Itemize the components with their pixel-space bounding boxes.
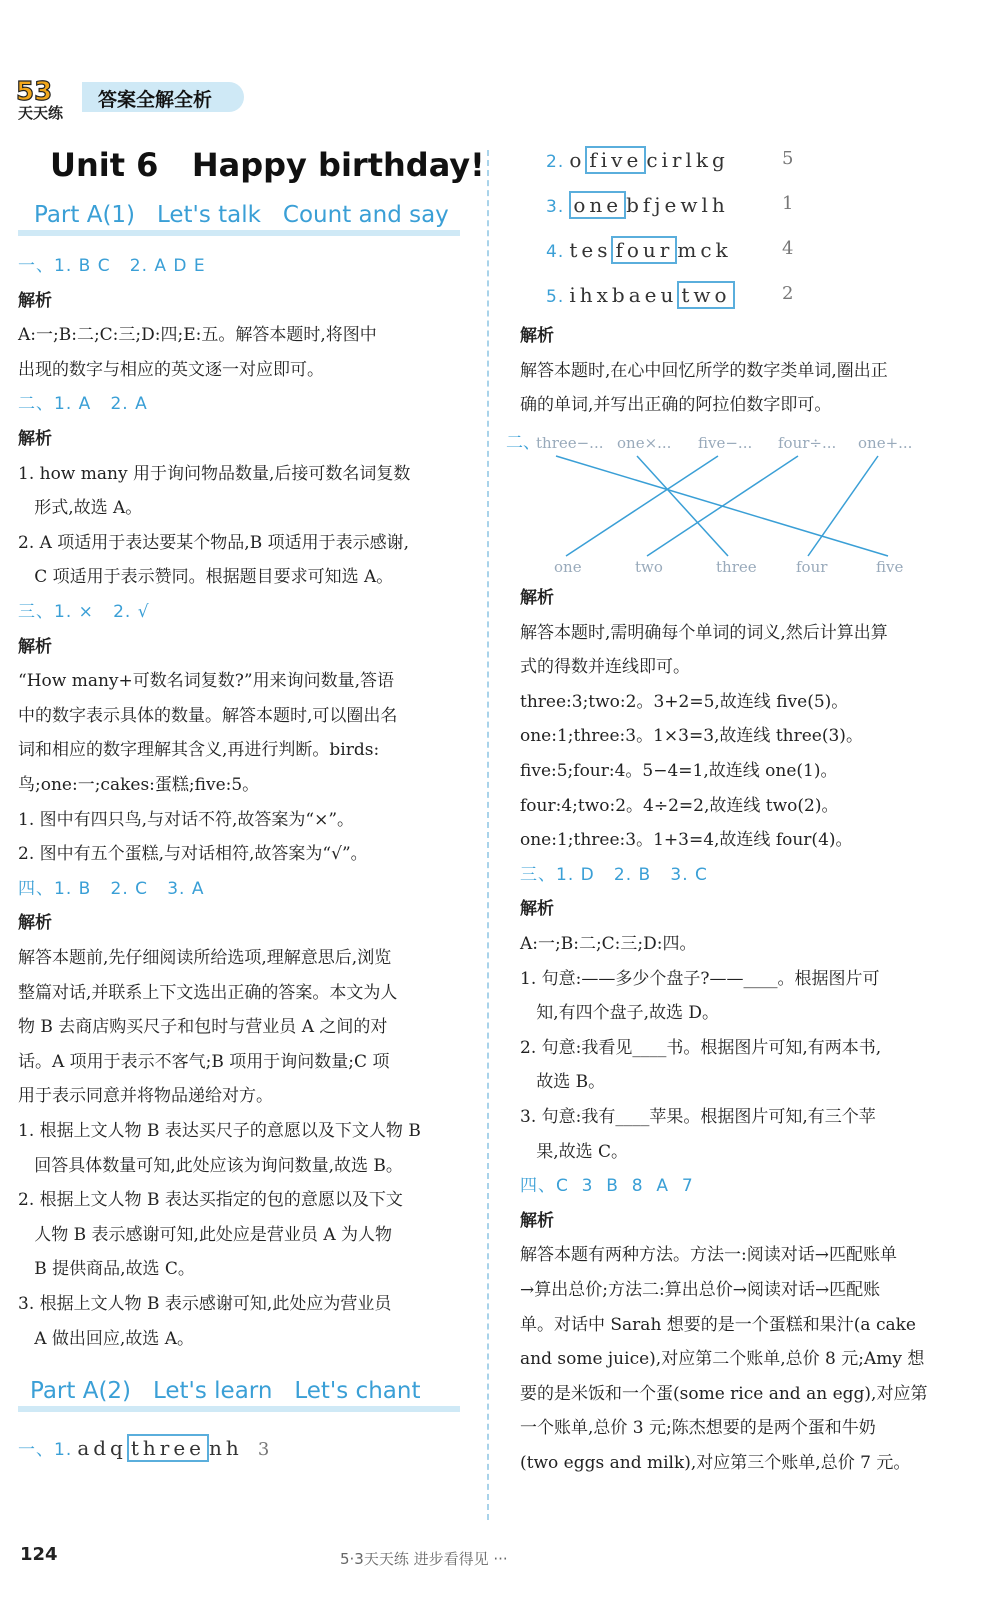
analysis-heading: 解析 [520, 899, 554, 920]
explanation-line: 1. 句意:——多少个盘子?——____。根据图片可 [520, 968, 880, 989]
explanation-line: 出现的数字与相应的英文逐一对应即可。 [18, 359, 324, 380]
explanation-line: A:一;B:二;C:三;D:四;E:五。解答本题时,将图中 [18, 325, 377, 346]
match-line [647, 456, 798, 556]
analysis-heading: 解析 [520, 326, 554, 346]
letter-sequence: adq [77, 1436, 127, 1460]
question-number: 4. [546, 242, 565, 262]
explanation-line: (two eggs and milk),对应第三个账单,总价 7 元。 [520, 1453, 911, 1473]
explanation-line: B 提供商品,故选 C。 [18, 1259, 195, 1280]
explanation-line: 1. 根据上文人物 B 表达买尺子的意愿以及下文人物 B [18, 1121, 421, 1141]
match-line [808, 456, 878, 556]
answer-key-line: 四、1. B 2. C 3. A [18, 878, 205, 899]
match-label: 二、 [506, 433, 540, 453]
header-title: 答案全解全析 [98, 89, 213, 111]
explanation-line: 解答本题时,需明确每个单词的词义,然后计算出算 [520, 622, 888, 643]
letter-sequence: bfjewlh [626, 193, 729, 217]
letter-sequence: tes [569, 238, 612, 262]
explanation-line: 1. 图中有四只鸟,与对话不符,故答案为“×”。 [18, 809, 355, 830]
explanation-line: 解答本题时,在心中回忆所学的数字类单词,圈出正 [520, 360, 888, 381]
explanation-line: and some juice),对应第二个账单,总价 8 元;Amy 想 [520, 1349, 925, 1370]
part-heading-a2: Part A(2) Let's learn Let's chant [30, 1378, 421, 1404]
explanation-line: A 做出回应,故选 A。 [18, 1328, 194, 1349]
question-prefix: 一、1. [18, 1440, 73, 1460]
explanation-line: 解答本题前,先仔细阅读所给选项,理解意思后,浏览 [18, 948, 392, 968]
digit-answer: 2 [782, 283, 794, 304]
explanation-line: 一个账单,总价 3 元;陈杰想要的是两个蛋和牛奶 [520, 1418, 876, 1439]
explanation-line: 3. 句意:我有____苹果。根据图片可知,有三个苹 [520, 1107, 876, 1127]
match-expression: four÷... [778, 434, 837, 452]
explanation-line: C 项适用于表示赞同。根据题目要求可知选 A。 [18, 567, 394, 588]
circled-word: one [569, 191, 626, 219]
answer-key-line: 三、1. × 2. √ [18, 602, 150, 622]
footer-slogan: 5·3天天练 进步看得见 ··· [340, 1550, 508, 1568]
letter-row [546, 238, 794, 262]
explanation-line: 确的单词,并写出正确的阿拉伯数字即可。 [520, 395, 832, 416]
explanation-line: four:4;two:2。4÷2=2,故连线 two(2)。 [520, 795, 839, 816]
svg-text:53: 53 [16, 77, 53, 107]
brand-logo [14, 74, 86, 120]
match-expression: five−... [698, 434, 753, 452]
letter-sequence: mck [677, 238, 732, 262]
letter-sequence: ihxbaeu [569, 283, 678, 307]
digit-answer: 5 [782, 148, 794, 169]
letter-row [546, 148, 794, 172]
part-heading-bar [18, 1406, 460, 1412]
question-number: 5. [546, 287, 565, 307]
digit-answer: 4 [782, 238, 794, 259]
explanation-line: five:5;four:4。5−4=1,故连线 one(1)。 [520, 761, 838, 781]
letter-row-1 [18, 1435, 269, 1460]
explanation-line: 形式,故选 A。 [18, 498, 143, 519]
match-word: four [796, 558, 828, 576]
unit-title: Unit 6 Happy birthday! [50, 146, 485, 184]
letter-sequence: o [569, 148, 586, 172]
part-heading-bar [18, 230, 460, 236]
match-expression: one+... [858, 434, 913, 452]
answer-key-line: 一、1. B C 2. A D E [18, 256, 206, 276]
explanation-line: “How many+可数名词复数?”用来询问数量,答语 [18, 671, 394, 692]
match-word: three [716, 558, 757, 576]
analysis-heading: 解析 [18, 429, 52, 449]
explanation-line: 2. 根据上文人物 B 表达买指定的包的意愿以及下文 [18, 1190, 403, 1211]
answer-key-line: 二、1. A 2. A [18, 394, 148, 415]
explanation-line: 2. 图中有五个蛋糕,与对话相符,故答案为“√”。 [18, 844, 368, 865]
explanation-line: 整篇对话,并联系上下文选出正确的答案。本文为人 [18, 982, 398, 1003]
match-word: five [876, 558, 904, 576]
analysis-heading: 解析 [520, 1210, 554, 1231]
explanation-line: 知,有四个盘子,故选 D。 [520, 1003, 720, 1024]
match-expression: three−... [536, 434, 604, 452]
circled-word: three [127, 1434, 209, 1462]
explanation-line: 鸟;one:一;cakes:蛋糕;five:5。 [18, 775, 260, 795]
match-word: one [554, 558, 582, 576]
question-number: 3. [546, 197, 565, 217]
explanation-line: 词和相应的数字理解其含义,再进行判断。birds: [18, 740, 380, 761]
page-number: 124 [20, 1544, 58, 1565]
explanation-line: 中的数字表示具体的数量。解答本题时,可以圈出名 [18, 705, 398, 726]
part-heading-a1: Part A(1) Let's talk Count and say [34, 202, 449, 228]
circled-word: five [585, 146, 646, 174]
question-number: 2. [546, 152, 565, 172]
analysis-heading: 解析 [18, 636, 52, 657]
explanation-line: 回答具体数量可知,此处应该为询问数量,故选 B。 [18, 1155, 403, 1176]
column-divider [487, 150, 489, 1520]
explanation-line: 物 B 去商店购买尺子和包时与营业员 A 之间的对 [18, 1017, 388, 1038]
letter-sequence: cirlkg [646, 148, 729, 172]
analysis-heading: 解析 [18, 913, 52, 934]
explanation-line: one:1;three:3。1×3=3,故连线 three(3)。 [520, 726, 863, 747]
letter-row [546, 193, 794, 217]
match-expression: one×... [617, 434, 672, 452]
explanation-line: 1. how many 用于询问物品数量,后接可数名词复数 [18, 463, 411, 484]
explanation-line: 解答本题有两种方法。方法一:阅读对话→匹配账单 [520, 1245, 897, 1266]
letter-row [546, 283, 794, 307]
circled-word: two [677, 281, 734, 309]
match-line [566, 456, 718, 556]
match-line [637, 456, 728, 556]
match-word: two [635, 558, 663, 576]
circled-word: four [611, 236, 677, 264]
digit-answer: 1 [782, 193, 794, 214]
explanation-line: 式的得数并连线即可。 [520, 657, 690, 678]
explanation-line: 要的是米饭和一个蛋(some rice and an egg),对应第 [520, 1383, 928, 1404]
matching-diagram [506, 428, 946, 588]
explanation-line: three:3;two:2。3+2=5,故连线 five(5)。 [520, 691, 849, 712]
explanation-line: 用于表示同意并将物品递给对方。 [18, 1086, 273, 1107]
explanation-line: 2. 句意:我看见____书。根据图片可知,有两本书, [520, 1037, 882, 1058]
analysis-heading: 解析 [18, 290, 52, 311]
explanation-line: A:一;B:二;C:三;D:四。 [520, 934, 697, 954]
explanation-line: 2. A 项适用于表达要某个物品,B 项适用于表示感谢, [18, 532, 410, 553]
explanation-line: 人物 B 表示感谢可知,此处应是营业员 A 为人物 [18, 1224, 392, 1245]
answer-key-line: 四、C 3 B 8 A 7 [520, 1176, 694, 1197]
analysis-heading: 解析 [520, 588, 554, 608]
explanation-line: 单。对话中 Sarah 想要的是一个蛋糕和果汁(a cake [520, 1314, 916, 1335]
explanation-line: →算出总价;方法二:算出总价→阅读对话→匹配账 [520, 1280, 881, 1300]
explanation-line: 故选 B。 [520, 1072, 606, 1093]
explanation-line: one:1;three:3。1+3=4,故连线 four(4)。 [520, 830, 853, 851]
letter-sequence: nh [209, 1436, 243, 1460]
answer-key-line: 三、1. D 2. B 3. C [520, 864, 708, 885]
explanation-line: 3. 根据上文人物 B 表示感谢可知,此处应为营业员 [18, 1294, 392, 1314]
digit-answer: 3 [257, 1439, 270, 1460]
svg-text:天天练: 天天练 [18, 104, 64, 120]
explanation-line: 话。A 项用于表示不客气;B 项用于询问数量;C 项 [18, 1051, 390, 1072]
explanation-line: 果,故选 C。 [520, 1141, 629, 1162]
